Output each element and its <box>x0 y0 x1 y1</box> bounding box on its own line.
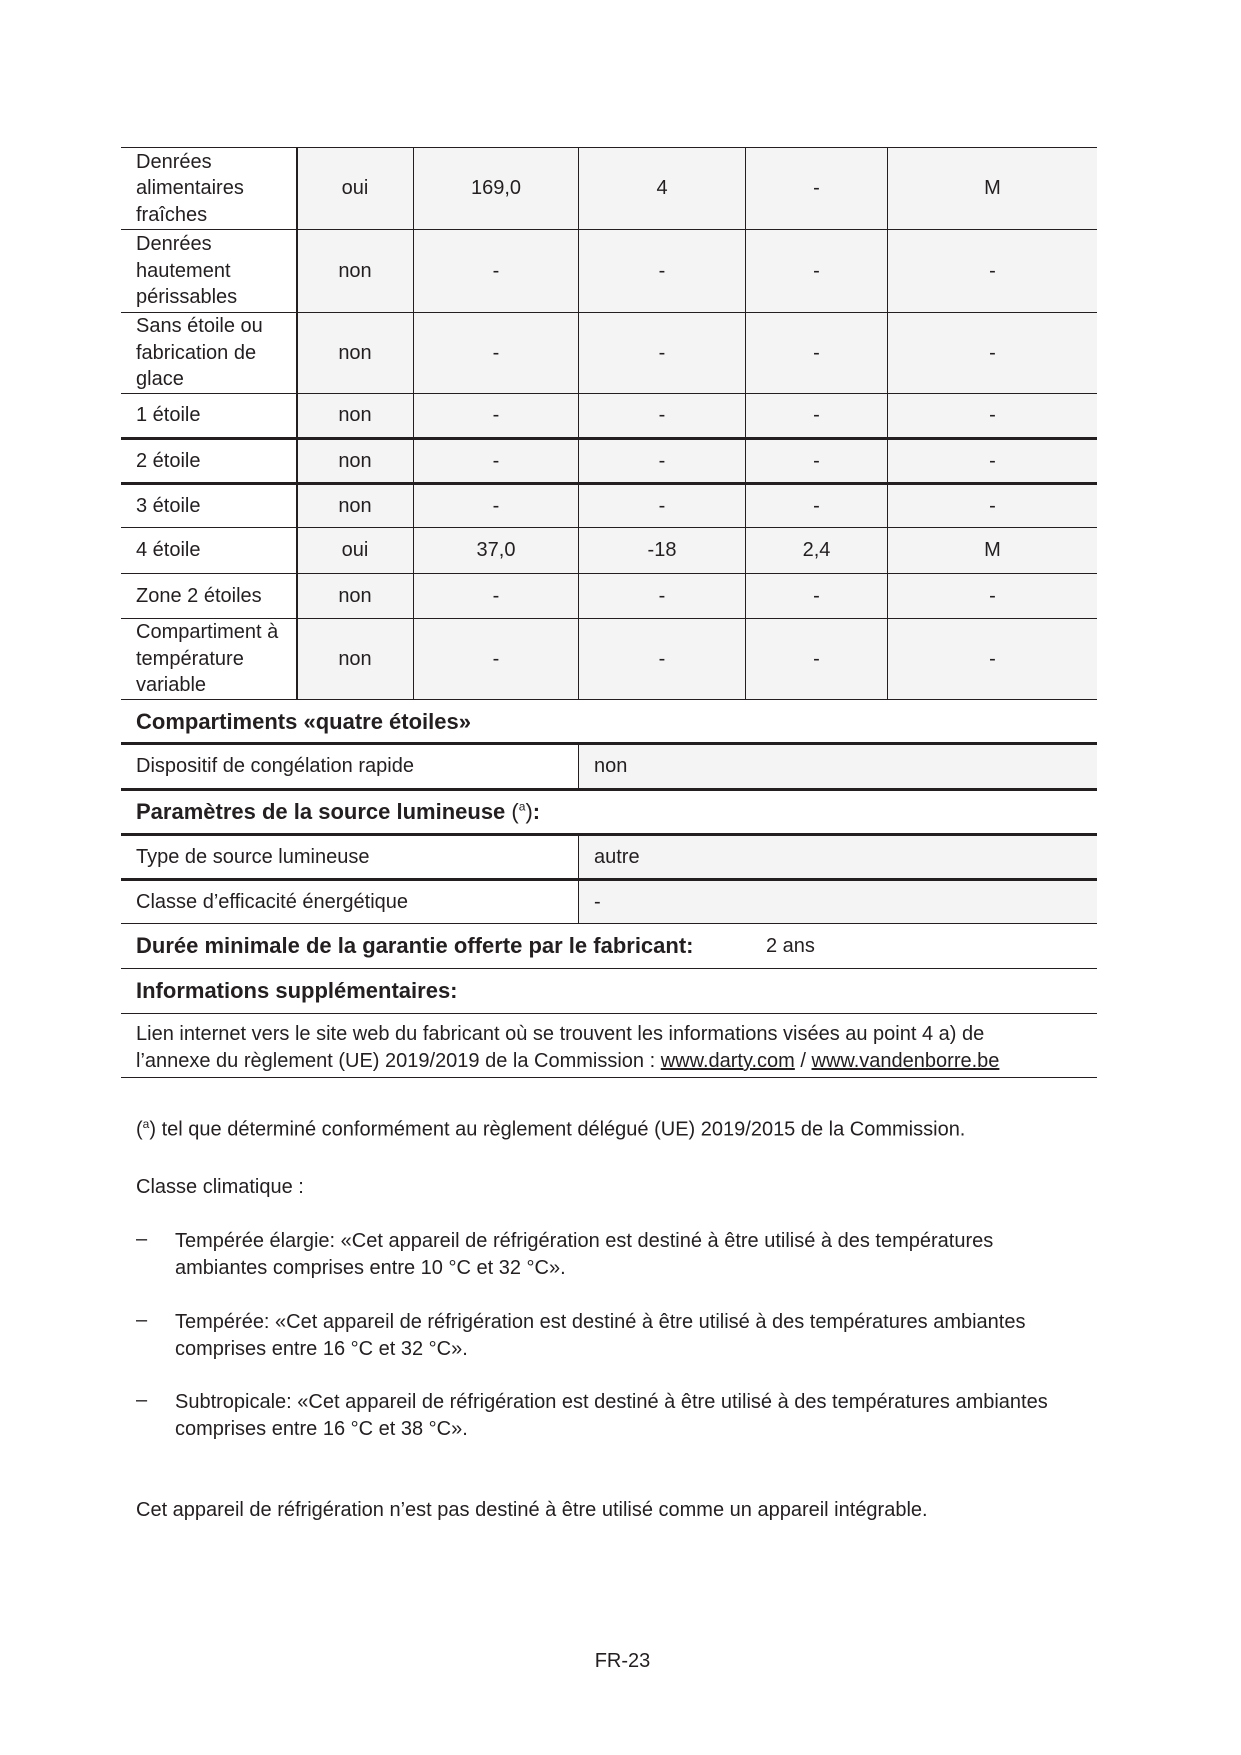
table-row-label: Denrées alimentaires fraîches <box>136 150 244 226</box>
closing-statement: Cet appareil de réfrigération n’est pas destiné à être utilisé comme un appareil intégrable. <box>136 1499 928 1521</box>
table-cell: non <box>338 449 372 472</box>
link-separator: / <box>794 1050 812 1072</box>
table-cell: - <box>989 404 996 427</box>
table-cell: - <box>989 584 996 607</box>
climate-item-line2: comprises entre 16 °C et 32 °C». <box>175 1338 468 1360</box>
footnote-ref: ($^a$) <box>511 799 533 824</box>
footnote-text: tel que déterminé conformément au règlement délégué (UE) 2019/2015 de la Commission. <box>156 1118 966 1141</box>
table-cell: - <box>492 404 500 427</box>
table-cell: - <box>492 449 500 472</box>
bullet: – <box>136 1309 148 1331</box>
table-cell: - <box>989 494 996 517</box>
page-number: FR-23 <box>594 1650 651 1672</box>
table-cell: - <box>989 341 996 364</box>
table-cell: - <box>813 259 820 282</box>
table-cell: - <box>813 177 820 200</box>
table-cell: - <box>492 494 500 517</box>
footnote: ($^a$) tel que déterminé conformément au règlement délégué (UE) 2019/2015 de la Commission. <box>136 1117 966 1141</box>
climate-item-line2: ambiantes comprises entre 10 °C et 32 °C». <box>175 1257 566 1279</box>
table-cell: non <box>338 259 372 282</box>
table-cell: - <box>813 449 820 472</box>
table-cell: -18 <box>647 539 677 562</box>
table-cell: - <box>989 449 996 472</box>
climate-item-line1: Subtropicale: «Cet appareil de réfrigération est destiné à être utilisé à des températures ambiantes <box>175 1391 1048 1413</box>
table-cell: - <box>658 584 666 607</box>
table-cell: - <box>989 647 996 670</box>
field-value: - <box>594 890 601 913</box>
table-cell: - <box>813 494 820 517</box>
table-row-label: Sans étoile ou fabrication de glace <box>136 315 263 391</box>
heading-suffix: : <box>532 799 541 824</box>
table-cell: - <box>658 404 666 427</box>
table-cell: 2,4 <box>802 539 831 562</box>
warranty-label: Durée minimale de la garantie offerte par le fabricant: <box>136 933 694 958</box>
table-cell: - <box>658 449 666 472</box>
field-label: Classe d’efficacité énergétique <box>136 890 409 913</box>
warranty-value: 2 ans <box>766 935 815 957</box>
darty-link[interactable]: www.darty.com <box>660 1050 795 1072</box>
table-cell: - <box>658 259 666 282</box>
table-row-label: 4 étoile <box>136 539 201 562</box>
bullet: – <box>136 1228 148 1250</box>
section-heading: Informations supplémentaires: <box>136 978 458 1003</box>
table-cell: - <box>492 259 500 282</box>
table-cell: M <box>984 177 1001 200</box>
footnote-mark: a <box>142 1117 150 1131</box>
table-cell: non <box>338 404 372 427</box>
climate-heading: Classe climatique : <box>136 1176 304 1198</box>
info-text-line2 <box>136 1048 999 1075</box>
field-value: autre <box>594 845 640 868</box>
table-row-label: 3 étoile <box>136 494 201 517</box>
table-cell: non <box>338 494 372 517</box>
bullet: – <box>136 1389 148 1411</box>
table-cell: - <box>658 494 666 517</box>
table-cell: M <box>984 539 1001 562</box>
climate-item-line2: comprises entre 16 °C et 38 °C». <box>175 1418 468 1440</box>
table-row-label: 2 étoile <box>136 449 201 472</box>
table-cell: - <box>492 584 500 607</box>
table-row-label: Denrées hautement périssables <box>136 233 238 309</box>
divider <box>121 1013 1097 1014</box>
table-cell: - <box>989 259 996 282</box>
table-cell: 4 <box>656 177 668 200</box>
section-heading: Compartiments «quatre étoiles» <box>136 708 471 734</box>
table-cell: 37,0 <box>476 539 516 562</box>
table-cell: non <box>338 341 372 364</box>
table-cell: - <box>813 647 820 670</box>
footnote-mark: a <box>518 799 526 814</box>
table-row-label: Zone 2 étoiles <box>136 584 262 607</box>
field-label: Dispositif de congélation rapide <box>136 755 414 778</box>
table-cell: non <box>338 584 372 607</box>
table-cell: - <box>813 341 820 364</box>
table-cell: oui <box>341 539 369 562</box>
table-cell: - <box>658 341 666 364</box>
info-text-line1: Lien internet vers le site web du fabricant où se trouvent les informations visées au point 4 a) de <box>136 1023 985 1045</box>
info-text-prefix: l’annexe du règlement (UE) 2019/2019 de la Commission : <box>136 1050 661 1072</box>
table-cell: - <box>813 584 820 607</box>
table-cell: non <box>338 647 372 670</box>
climate-item-line1: Tempérée élargie: «Cet appareil de réfrigération est destiné à être utilisé à des températures <box>175 1230 994 1252</box>
table-cell: - <box>658 647 666 670</box>
table-cell: - <box>492 647 500 670</box>
section-heading <box>136 790 540 834</box>
vandenborre-link[interactable]: www.vandenborre.be <box>811 1050 1000 1072</box>
field-label: Type de source lumineuse <box>136 845 370 868</box>
table-row-label: 1 étoile <box>136 404 201 427</box>
table-row-label: Compartiment à température variable <box>136 621 279 697</box>
table-cell: oui <box>341 177 369 200</box>
table-cell: - <box>492 341 500 364</box>
climate-item-line1: Tempérée: «Cet appareil de réfrigération est destiné à être utilisé à des températures ambiantes <box>175 1311 1026 1333</box>
heading-text: Paramètres de la source lumineuse <box>136 799 506 824</box>
field-value: non <box>594 755 628 778</box>
table-cell: 169,0 <box>470 177 522 200</box>
table-cell: - <box>813 404 820 427</box>
divider <box>121 1077 1097 1078</box>
